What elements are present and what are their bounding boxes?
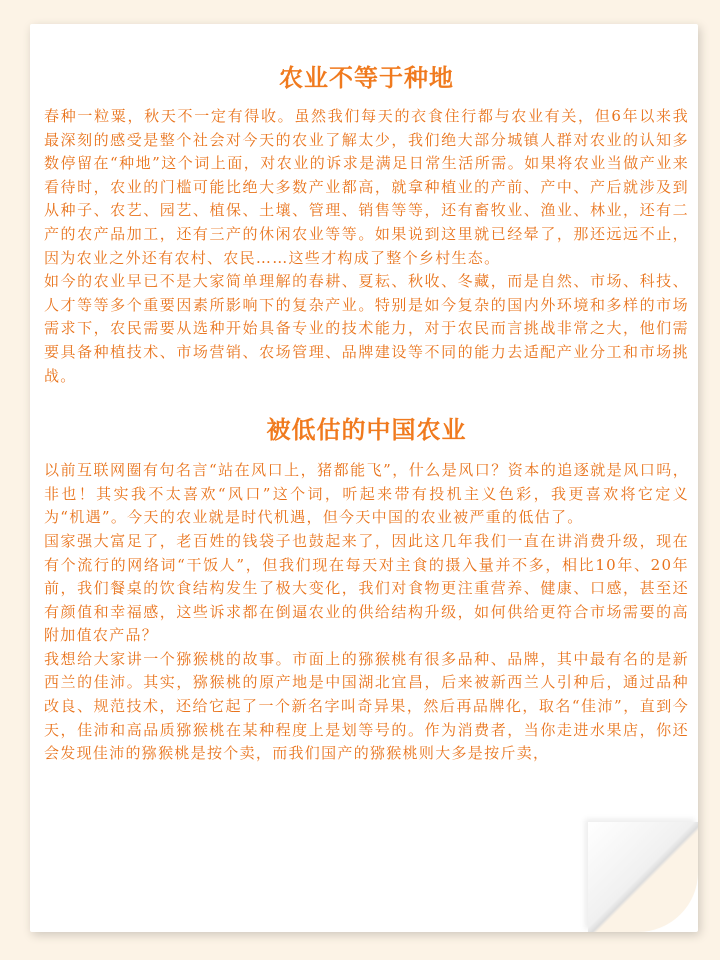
paragraph: 国家强大富足了，老百姓的钱袋子也鼓起来了，因此这几年我们一直在讲消费升级，现在有个流行的网络词“干饭人”，但我们现在每天对主食的摄入量并不多，相比10年、20年前，我们餐桌的饮食结构发生了极大变化，我们对食物更注重营养、健康、口感，甚至还有颜值和幸福感，这些诉求都在倒逼农业的供给结构升级，如何供给更符合市场需要的高附加值农产品？ [44,531,689,645]
article [44,58,689,766]
paragraph: 以前互联网圈有句名言“站在风口上，猪都能飞”，什么是风口？资本的追逐就是风口吗，非也！其实我不太喜欢“风口”这个词，听起来带有投机主义色彩，我更喜欢将它定义为“机遇”。今天的农业就是时代机遇，但今天中国的农业被严重的低估了。 [44,461,689,527]
paragraph: 我想给大家讲一个猕猴桃的故事。市面上的猕猴桃有很多品种、品牌，其中最有名的是新西兰的佳沛。其实，猕猴桃的原产地是中国湖北宜昌，后来被新西兰人引种后，通过品种改良、规范技术，还给它起了一个新名字叫奇异果，然后再品牌化，取名“佳沛”，直到今天，佳沛和高品质猕猴桃在某种程度上是划等号的。作为消费者，当你走进水果店，你还会发现佳沛的猕猴桃是按个卖，而我们国产的猕猴桃则大多是按斤卖， [44,649,689,763]
paragraph: 如今的农业早已不是大家简单理解的春耕、夏耘、秋收、冬藏，而是自然、市场、科技、人才等等多个重要因素所影响下的复杂产业。特别是如今复杂的国内外环境和多样的市场需求下，农民需要从选种开始具备专业的技术能力，对于农民而言挑战非常之大，他们需要具备种植技术、市场营销、农场管理、品牌建设等不同的能力去适配产业分工和市场挑战。 [44,272,689,385]
section-title-2: 被低估的中国农业 [266,416,467,445]
paragraph: 春种一粒粟，秋天不一定有得收。虽然我们每天的衣食住行都与农业有关，但6年以来我最深刻的感受是整个社会对今天的农业了解太少，我们绝大部分城镇人群对农业的认知多数停留在“种地”这个词上面，对农业的诉求是满足日常生活所需。如果将农业当做产业来看待时，农业的门槛可能比绝大多数产业都高，就拿种植业的产前、产中、产后就涉及到从种子、农艺、园艺、植保、土壤、管理、销售等等，还有畜牧业、渔业、林业，还有二产的农产品加工，还有三产的休闲农业等等。如果说到这里就已经晕了，那还远远不止，因为农业之外还有农村、农民……这些才构成了整个乡村生态。 [44,107,689,267]
section-title-1: 农业不等于种地 [279,64,454,92]
